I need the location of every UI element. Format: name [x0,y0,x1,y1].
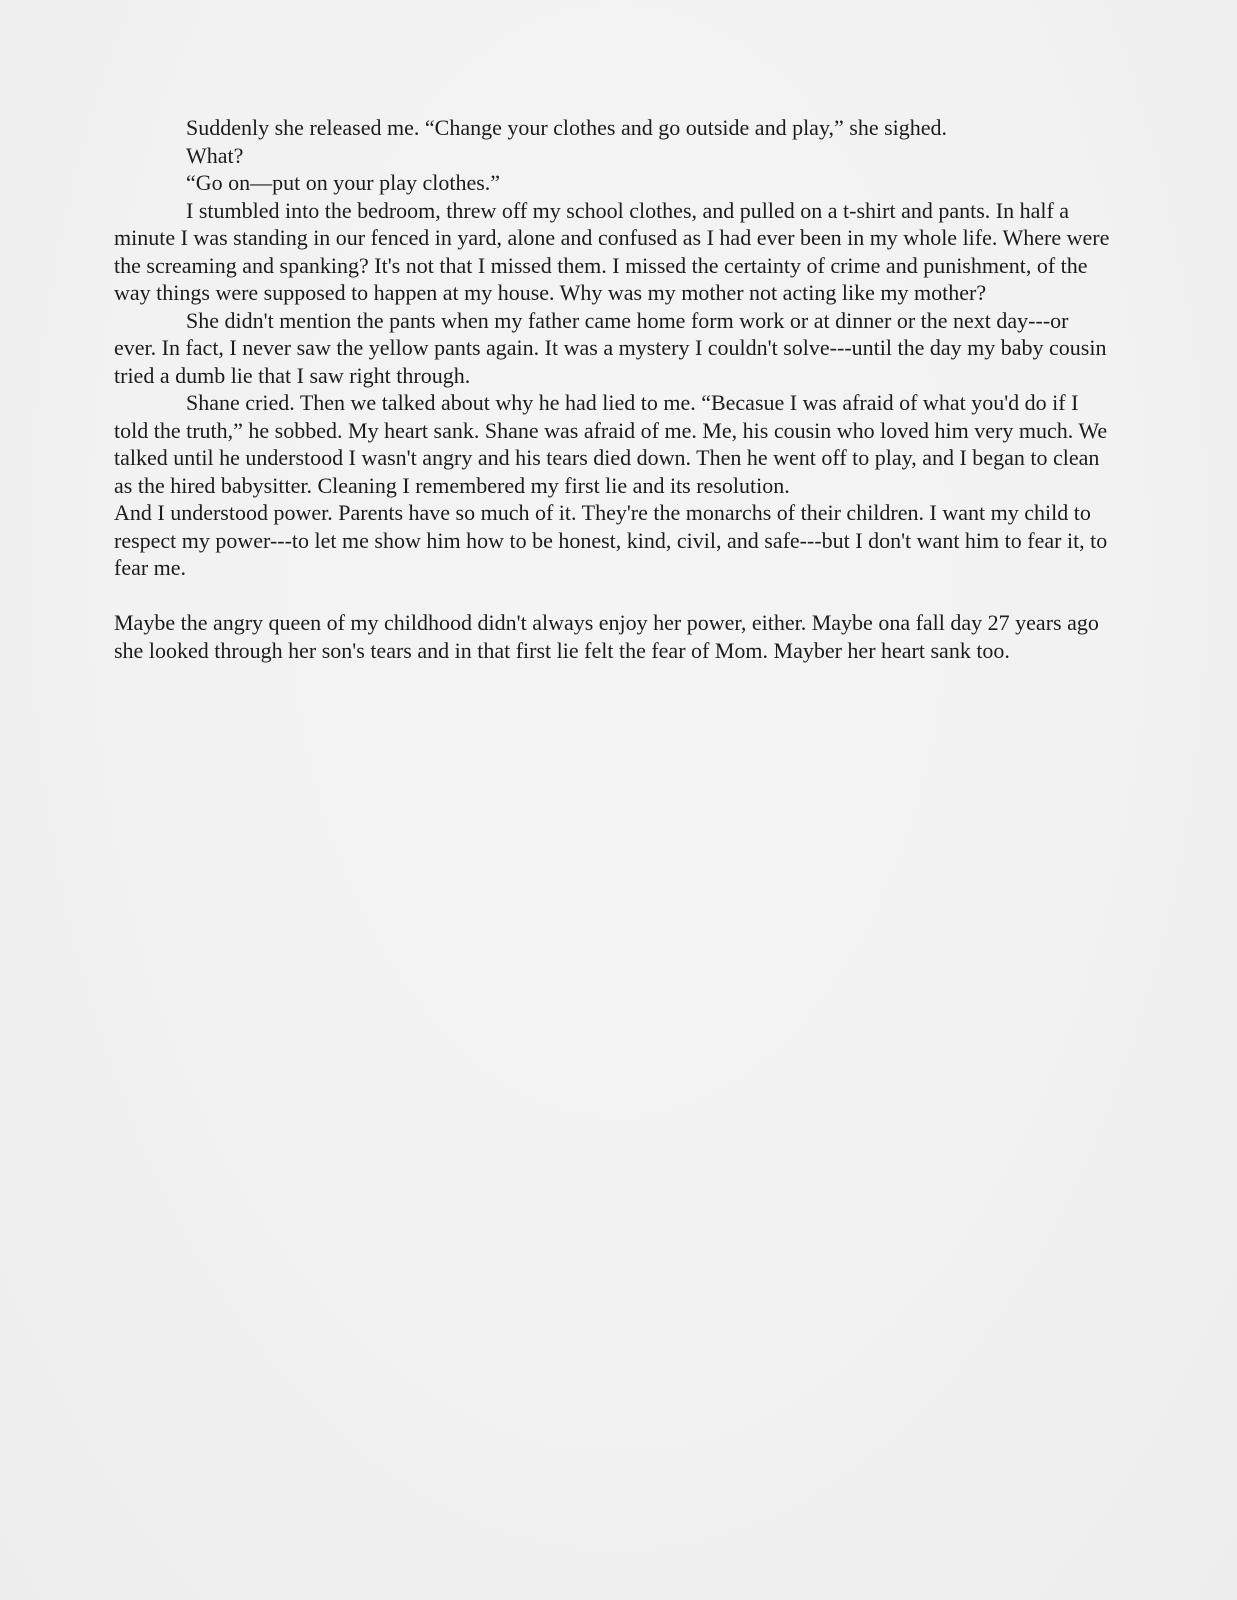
document-body [114,114,1114,664]
paragraph-what: What? [186,142,244,168]
paragraph-spacer [114,582,1114,610]
paragraph-pants: She didn't mention the pants when my father came home form work or at dinner or the next day---or ever. In fact, I never saw the yellow pants again. It was a mystery I couldn't solve---until the day my baby cousin tried a dumb lie that I saw right through. [114,307,1107,388]
paragraph-stumbled: I stumbled into the bedroom, threw off my school clothes, and pulled on a t-shirt and pants. In half a minute I was standing in our fenced in yard, alone and confused as I had ever been in my whole life. Where were the screaming and spanking? It's not that I missed them. I missed the certainty of crime and punishment, of the way things were supposed to happen at my house. Why was my mother not acting like my mother? [114,197,1110,305]
paragraph-released: Suddenly she released me. “Change your clothes and go outside and play,” she sighed. [186,115,948,140]
paragraph-shane: Shane cried. Then we talked about why he had lied to me. “Becasue I was afraid of what you'd do if I told the truth,” he sobbed. My heart sank. Shane was afraid of me. Me, his cousin who loved him very much. We talked until he understood I wasn't angry and his tears died down. Then he went off to play, and I began to clean as the hired babysitter. Cleaning I remembered my first lie and its resolution. [114,390,1108,498]
paragraph-go-on: “Go on—put on your play clothes.” [186,170,501,195]
paragraph-angry-queen: Maybe the angry queen of my childhood didn't always enjoy her power, either. Maybe ona fall day 27 years ago she looked through her son's tears and in that first lie felt the fear of Mom. Mayber her heart sank too. [114,610,1099,663]
paragraph-power: And I understood power. Parents have so much of it. They're the monarchs of their children. I want my child to respect my power---to let me show him how to be honest, kind, civil, and safe---but I don't want him to fear it, to fear me. [114,500,1108,580]
